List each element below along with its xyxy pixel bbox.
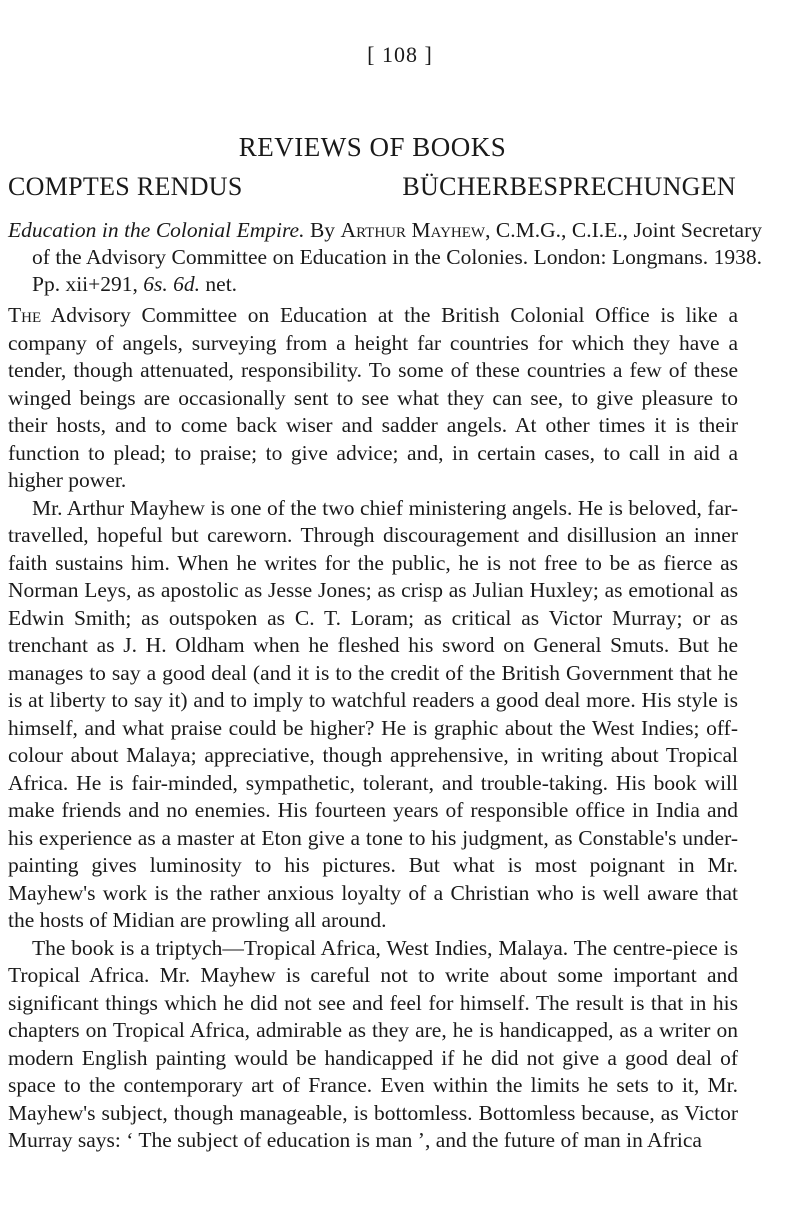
- paragraph-3: The book is a triptych—Tropical Africa, West Indies, Malaya. The centre-piece is Tropical Africa. Mr. Mayhew is careful not to write about some important and significant things which he did not see and feel for himself. The result is that in his chapters on Tropical Africa, admirable as they are, he is handicapped, as a writer on modern English painting would be handicapped if he did not give a good deal of space to the contemporary art of France. Even within the limits he sets to it, Mr. Mayhew's subject, though manageable, is bottomless. Bottomless because, as Victor Murray says: ‘ The subject of education is man ’, and the future of man in Africa: [8, 935, 738, 1152]
- review-body: [8, 302, 738, 1155]
- section-subtitles: [8, 172, 736, 202]
- page-number: [ 108 ]: [367, 42, 433, 67]
- paragraph-2: Mr. Arthur Mayhew is one of the two chief ministering angels. He is beloved, far-travelled, hopeful but careworn. Through discouragement and disillusion an inner faith sustains him. When he writes for the public, he is not free to be as fierce as Norman Leys, as apostolic as Jesse Jones; as crisp as Julian Huxley; as emotional as Edwin Smith; as outspoken as C. T. Loram; as critical as Victor Murray; or as trenchant as J. H. Oldham when he fleshed his sword on General Smuts. But he manages to say a good deal (and it is to the credit of the British Government that he is at liberty to say it) and to imply to watchful readers a good deal more. His style is himself, and what praise could be higher? He is graphic about the West Indies; off-colour about Malaya; appreciative, though apprehensive, in writing about Tropical Africa. He is fair-minded, sympathetic, tolerant, and trouble-taking. His book will make friends and no enemies. His fourteen years of responsible office in India and his experience as a master at Eton give a tone to his judgment, as Constable's under-painting gives luminosity to his pictures. But what is most poignant in Mr. Mayhew's work is the rather anxious loyalty of a Christian who is well aware that the hosts of Midian are prowling all around.: [8, 495, 738, 932]
- price-pence: 6d.: [173, 272, 201, 296]
- price-net: net.: [205, 272, 238, 296]
- citation-by: By: [309, 218, 336, 242]
- paragraph-1-text: Advisory Committee on Education at the British Colonial Office is like a company of angels, surveying from a height far countries for which they have a tender, though attenuated, responsibility. To some of these countries a few of these winged beings are occasionally sent to see what they can see, to give pleasure to their hosts, and to come back wiser and sadder angels. At other times it is their function to plead; to praise; to give advice; and, in certain cases, to call in aid a higher power.: [8, 303, 738, 492]
- paragraph-1: [8, 302, 738, 495]
- paragraph-1-lead: The: [8, 303, 42, 327]
- book-citation: [8, 217, 762, 298]
- section-title: REVIEWS OF BOOKS: [238, 132, 507, 162]
- book-author: Arthur Mayhew: [340, 218, 486, 242]
- subtitle-german: BÜCHERBESPRECHUNGEN: [402, 172, 736, 201]
- citation-details: , C.M.G., C.I.E., Joint Secretary of the Advisory Committee on Education in the Colonies. London: Longmans. 1938. Pp. xii+291,: [32, 218, 762, 296]
- subtitle-french: COMPTES RENDUS: [8, 172, 243, 201]
- book-title: Education in the Colonial Empire.: [8, 218, 305, 242]
- price-shillings: 6s.: [143, 272, 168, 296]
